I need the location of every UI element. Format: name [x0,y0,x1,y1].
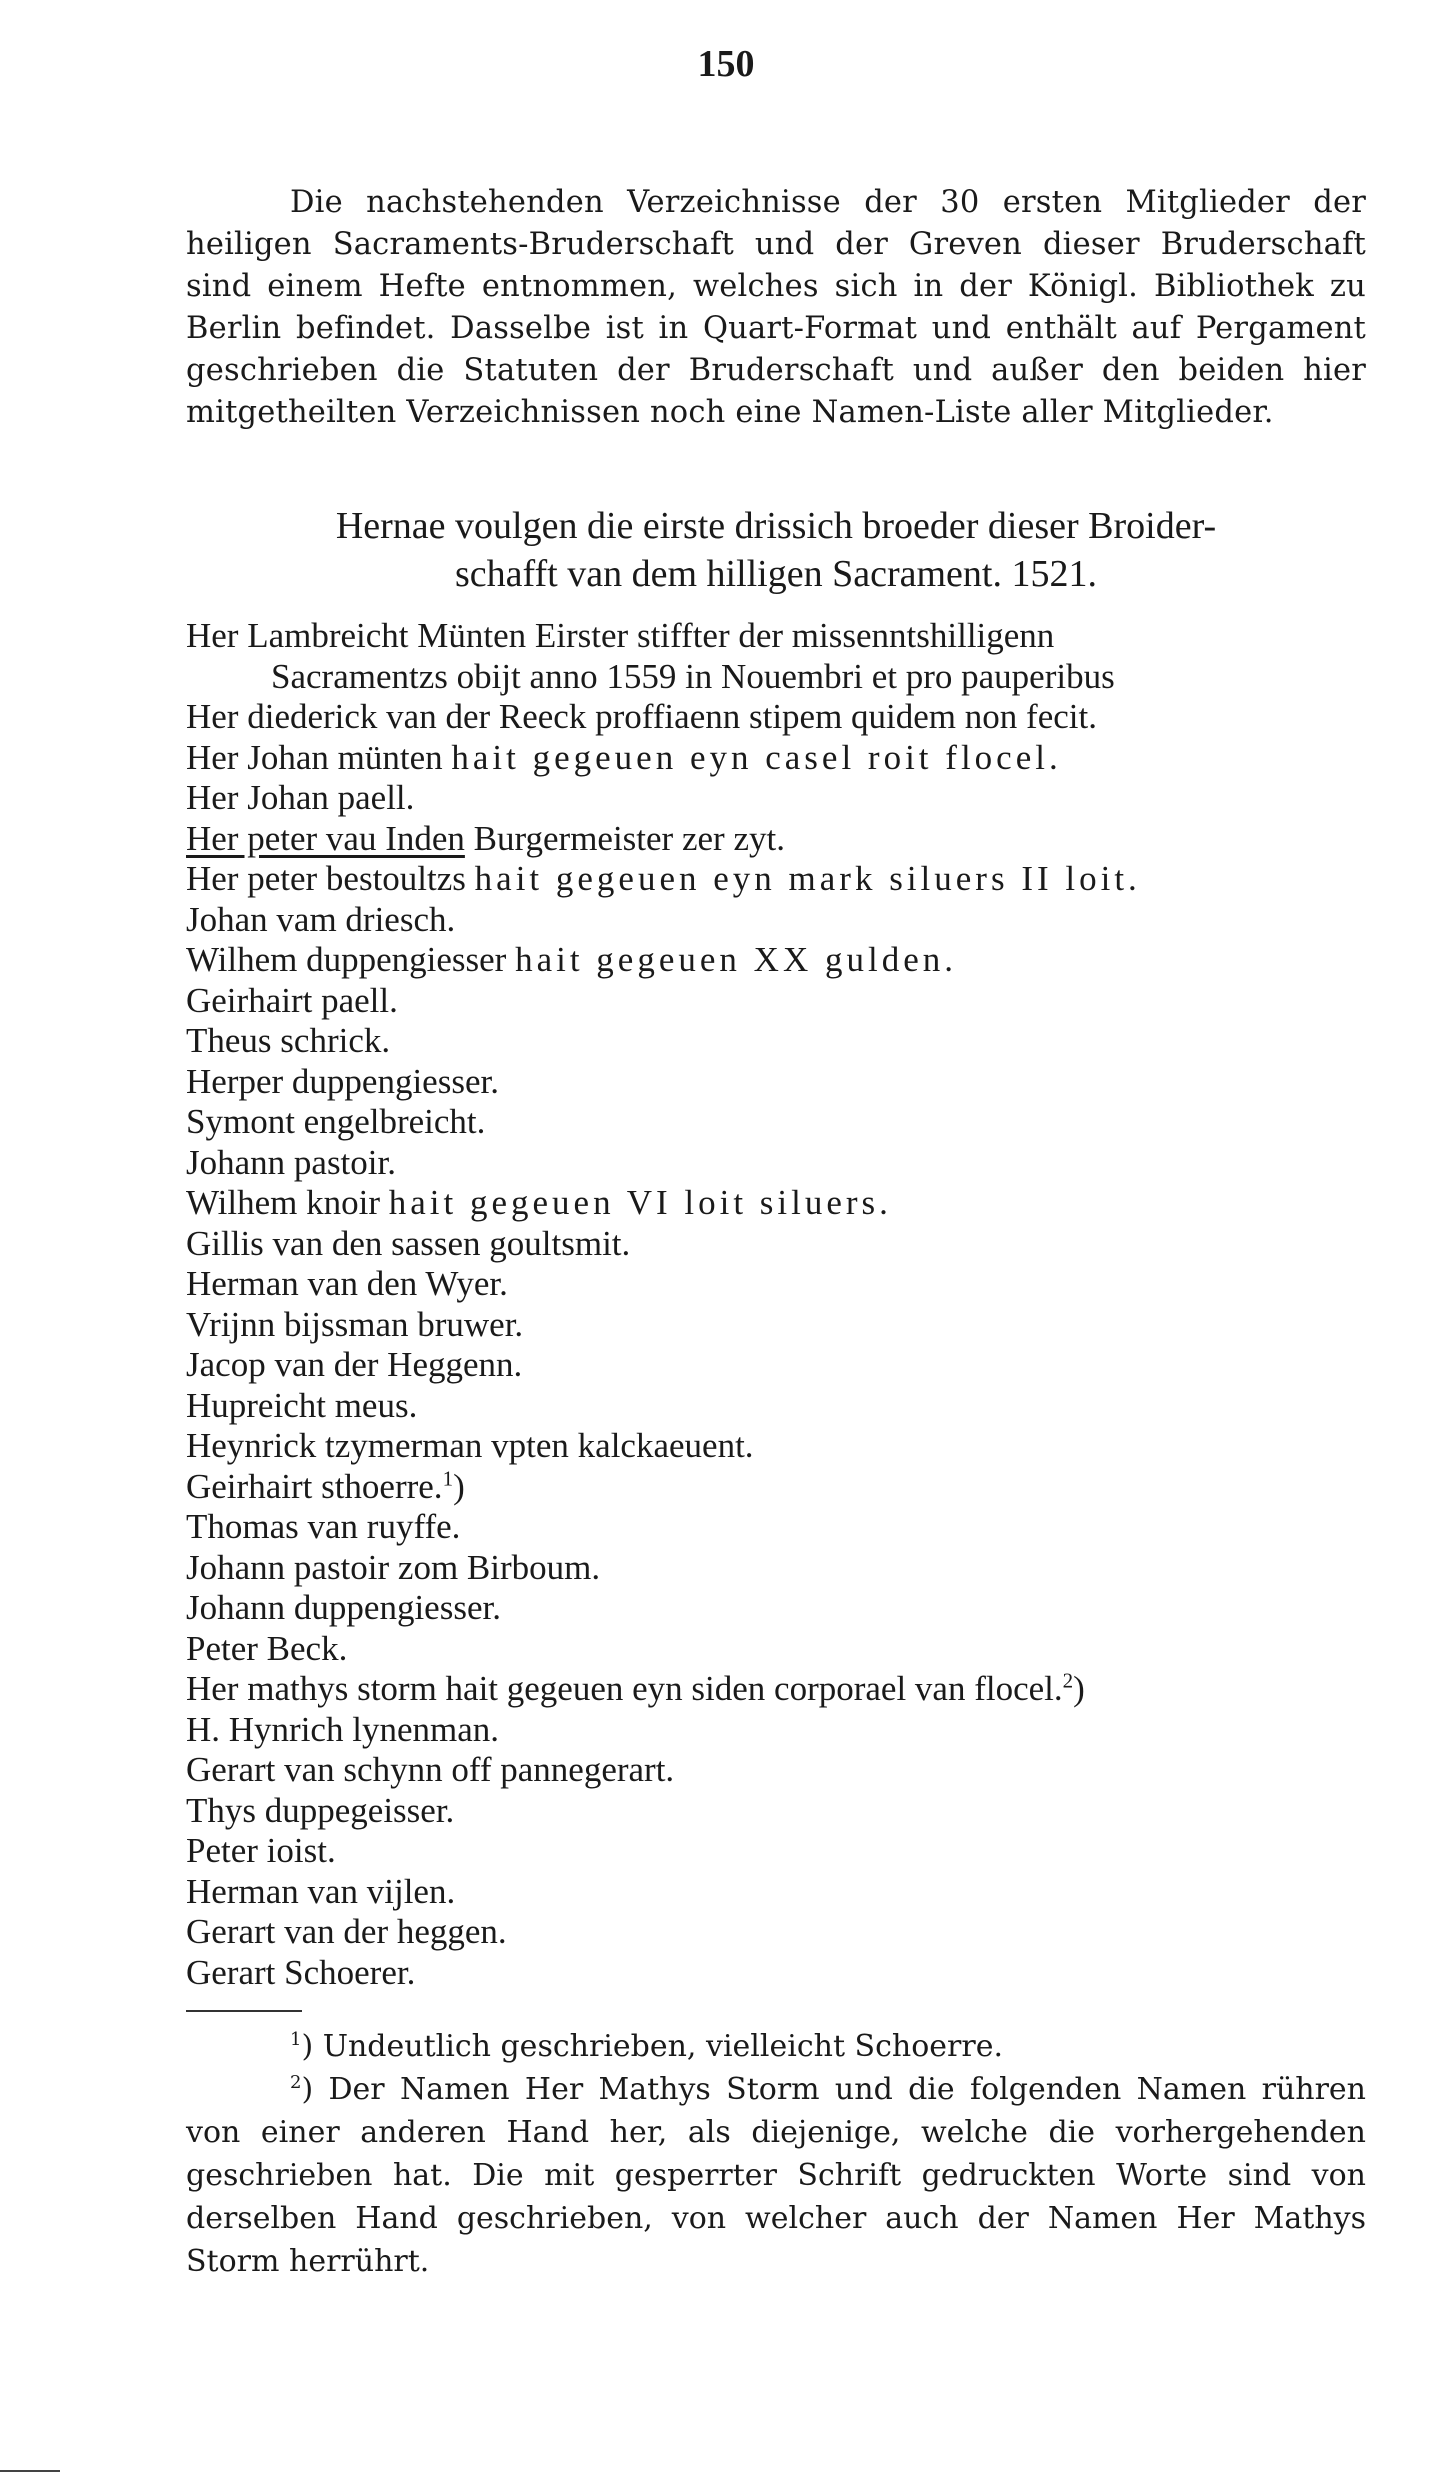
list-item-text: Burgermeister zer zyt. [464,818,785,858]
list-item: Herman van vijlen. [186,1871,456,1911]
list-item: Geirhairt paell. [186,980,398,1020]
list-item-spaced-text: hait gegeuen VI loit siluers. [388,1183,892,1222]
list-item: Gerart Schoerer. [186,1952,416,1992]
list-item-spaced-text: hait gegeuen XX gulden. [515,940,957,979]
list-heading [186,502,1366,598]
list-item-name: Geirhairt sthoerre. [186,1466,443,1506]
list-item: Thomas van ruyffe. [186,1507,461,1546]
footnote-number: 1 [290,2029,302,2050]
list-heading-line-1: Hernae voulgen die eirste drissich broeder dieser Broider- [335,505,1217,547]
list-item: H. Hynrich lynenman. [186,1709,499,1749]
footnote-ref: 1 [442,1465,454,1490]
list-item-spaced-text: hait gegeuen eyn mark siluers II loit. [474,859,1141,898]
footnote-ref-paren: ) [1073,1669,1085,1708]
list-item: Herper duppengiesser. [186,1061,499,1101]
list-item: Vrijnn bijssman bruwer. [186,1304,524,1344]
list-item [186,940,1366,981]
list-item: Johan vam driesch. [186,899,456,939]
list-item: Her diederick van der Reeck proffiaenn stipem quidem non fecit. [186,697,1097,736]
list-item: Johann pastoir zom Birboum. [186,1547,601,1587]
list-item-name: Wilhem duppengiesser [186,940,516,979]
list-item: Thys duppegeisser. [186,1790,455,1830]
list-item: Peter Beck. [186,1628,348,1668]
footnote-text: ) Undeutlich geschrieben, vielleicht Schoerre. [301,2029,1004,2064]
list-item-underlined-name: Her peter vau Inden [186,818,465,858]
list-item [186,819,1366,860]
list-item: Gillis van den sassen goultsmit. [186,1223,631,1263]
list-item: Her Lambreicht Münten Eirster stiffter der missenntshilligenn [186,616,1055,655]
list-item: Johann duppengiesser. [186,1588,501,1627]
footnote-1 [186,2025,1366,2068]
footnote-ref-paren: ) [453,1466,465,1506]
list-item-name: Her peter bestoultzs [186,859,475,898]
list-item: Her Johan paell. [186,778,415,817]
list-item-spaced-text: hait gegeuen eyn casel roit flocel. [451,737,1062,777]
intro-paragraph: Die nachstehenden Verzeichnisse der 30 ersten Mitglieder der heiligen Sacraments-Bruderschaft und der Greven dieser Bruderschaft sind einem Hefte entnommen, welches sich in der Königl. Bibliothek zu Berlin befindet. Dasselbe ist in Quart-Format und enthält auf Pergament geschrieben die Statuten der Bruderschaft und außer den beiden hier mitgetheilten Verzeichnissen noch eine Namen-Liste aller Mitglieder. [186,185,1366,430]
list-item: Theus schrick. [186,1021,391,1060]
member-list [186,616,1366,1993]
list-heading-line-2: schafft van dem hilligen Sacrament. 1521. [455,553,1097,595]
list-item: Heynrick tzymerman vpten kalckaeuent. [186,1426,754,1465]
list-item-continuation: Sacramentzs obijt anno 1559 in Nouembri et pro pauperibus [271,656,1115,696]
footnote-text: ) Der Namen Her Mathys Storm und die folgenden Namen rühren von einer anderen Hand her, als diejenige, welche die vorhergehenden geschrieben hat. Die mit gesperrter Schrift gedruckten Worte sind von derselben Hand geschrieben, von welcher auch der Namen Her Mathys Storm herrührt. [186,2072,1366,2279]
list-item: Jacop van der Heggenn. [186,1345,523,1384]
list-item: Gerart van schynn off pannegerart. [186,1750,675,1789]
page-number: 150 [697,43,755,85]
footnote-2 [186,2068,1366,2283]
list-item: Gerart van der heggen. [186,1912,507,1951]
footnote-number: 2 [290,2072,302,2093]
list-item [186,1467,1366,1508]
page-edge-line [0,2470,60,2472]
list-item-name: Wilhem knoir [186,1183,389,1222]
list-item [186,1183,1366,1224]
list-item [186,1669,1366,1710]
list-item-name: Her mathys storm hait gegeuen eyn siden corporael van flocel. [186,1669,1063,1708]
list-item [186,738,1366,779]
list-item: Symont engelbreicht. [186,1102,486,1141]
list-item [186,859,1366,900]
list-item-name: Her Johan münten [186,737,452,777]
footnotes [186,2025,1366,2283]
list-item: Peter ioist. [186,1831,336,1870]
list-item: Herman van den Wyer. [186,1264,508,1303]
footnote-divider [186,2010,302,2012]
list-item: Hupreicht meus. [186,1385,418,1425]
list-item: Johann pastoir. [186,1142,396,1182]
footnote-ref: 2 [1062,1668,1074,1693]
